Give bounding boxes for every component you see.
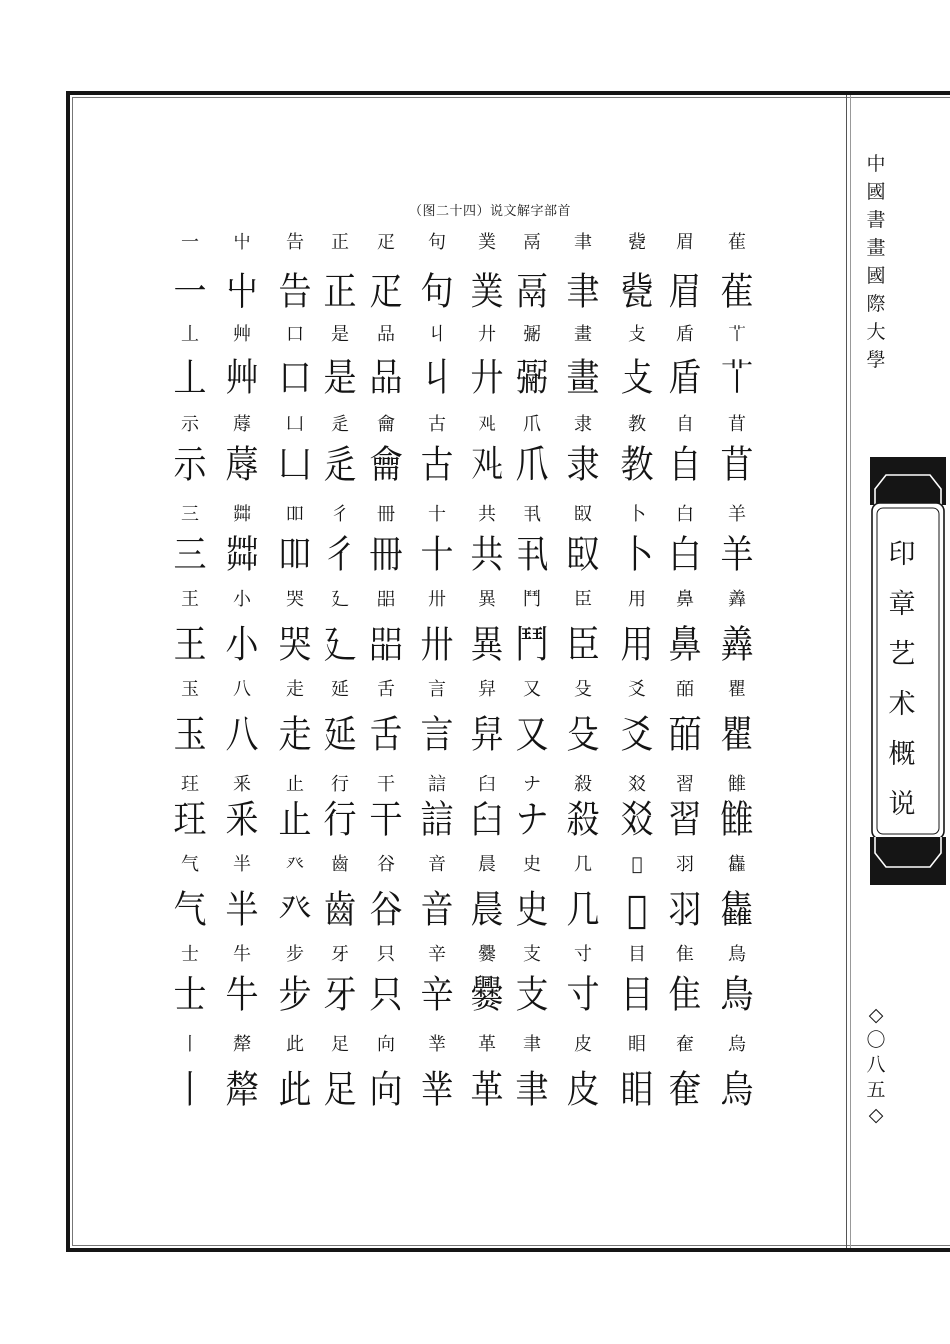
university-title-char: 國 (866, 181, 886, 203)
university-title-char: 國 (866, 265, 886, 287)
radical-label: 䰜 (523, 324, 541, 345)
seal-script-glyph: 釆 (225, 797, 259, 842)
radical-label: 誩 (428, 774, 446, 795)
seal-script-glyph: 烏 (720, 1067, 754, 1112)
seal-script-glyph: 足 (323, 1067, 357, 1112)
radical-label: 谷 (377, 854, 395, 875)
seal-script-glyph: 品 (369, 355, 403, 400)
radical-label: 古 (428, 414, 446, 435)
radical-label: 卅 (428, 589, 446, 610)
seal-script-glyph: 羊 (720, 532, 754, 577)
radical-label: 支 (523, 944, 541, 965)
radical-label: 示 (181, 414, 199, 435)
seal-script-glyph: 目 (620, 972, 654, 1017)
radical-label: 品 (377, 324, 395, 345)
seal-script-glyph: 寸 (566, 972, 600, 1017)
seal-script-glyph: 屮 (225, 269, 259, 314)
seal-script-glyph: 臤 (566, 532, 600, 577)
seal-script-glyph: 雔 (720, 797, 754, 842)
seal-script-glyph: 鼻 (668, 622, 702, 667)
radical-label: 又 (523, 679, 541, 700)
seal-script-glyph: 菐 (470, 269, 504, 314)
seal-script-glyph: 㸚 (620, 797, 654, 842)
seal-script-glyph: 王 (173, 622, 207, 667)
radical-label: 自 (676, 414, 694, 435)
radical-label: 革 (478, 1034, 496, 1055)
radical-label: 習 (676, 774, 694, 795)
seal-script-glyph: 步 (278, 972, 312, 1017)
radical-label: 眉 (676, 232, 694, 253)
university-title-char: 中 (866, 153, 886, 175)
radical-label: 菐 (478, 232, 496, 253)
radical-label: 晨 (478, 854, 496, 875)
radical-label: 畫 (574, 324, 592, 345)
radical-label: 釆 (233, 774, 251, 795)
seal-script-glyph: 辵 (323, 442, 357, 487)
radical-label: 犛 (233, 1034, 251, 1055)
diamond-icon: ◇ (868, 1004, 884, 1026)
seal-script-glyph: 凵 (278, 442, 312, 487)
seal-script-glyph: 齒 (323, 887, 357, 932)
seal-script-glyph: ナ (515, 797, 549, 842)
seal-script-glyph: 雥 (720, 887, 754, 932)
seal-script-glyph: 只 (369, 972, 403, 1017)
university-title-char: 畫 (866, 237, 886, 259)
radical-label: 丩 (428, 324, 446, 345)
radical-label: 鬲 (523, 232, 541, 253)
radical-label: 八 (233, 679, 251, 700)
seal-script-glyph: 士 (173, 972, 207, 1017)
radical-label: 蓐 (233, 414, 251, 435)
seal-script-glyph: 玉 (173, 712, 207, 757)
radical-label: 几 (574, 854, 592, 875)
radical-label: 小 (233, 589, 251, 610)
seal-script-glyph: 几 (566, 887, 600, 932)
seal-script-glyph: 辛 (420, 972, 454, 1017)
seal-script-glyph: 蓐 (225, 442, 259, 487)
radical-label: 彳 (331, 504, 349, 525)
seal-script-glyph: 苜 (720, 442, 754, 487)
radical-label: 此 (286, 1034, 304, 1055)
seal-script-glyph: 白 (668, 532, 702, 577)
seal-script-glyph: 告 (278, 269, 312, 314)
radical-label: 鳥 (728, 944, 746, 965)
seal-script-glyph: 攴 (620, 355, 654, 400)
figure-caption: （图二十四）说文解字部首 (408, 204, 571, 219)
radical-label: 瞿 (728, 679, 746, 700)
radical-label: 气 (181, 854, 199, 875)
seal-script-glyph: 茻 (225, 532, 259, 577)
seal-script-glyph: 正 (323, 269, 357, 314)
seal-script-glyph: 䰜 (515, 355, 549, 400)
radical-label: 十 (428, 504, 446, 525)
radical-label: 㼱 (628, 232, 646, 253)
seal-script-glyph: 彳 (323, 532, 357, 577)
radical-label: 羊 (728, 504, 746, 525)
radical-label: 廾 (478, 324, 496, 345)
seal-script-glyph: 皕 (668, 712, 702, 757)
seal-script-glyph: 言 (420, 712, 454, 757)
book-title-char: 章 (888, 589, 916, 620)
seal-script-glyph: 𠬜 (470, 442, 504, 487)
radical-label: 攴 (628, 324, 646, 345)
university-title (863, 150, 889, 374)
radical-label: 爻 (628, 679, 646, 700)
seal-script-glyph: 丩 (420, 355, 454, 400)
book-title (884, 530, 920, 830)
seal-script-glyph: 㼱 (620, 269, 654, 314)
seal-script-glyph: 丨 (173, 1067, 207, 1112)
university-title-char: 大 (866, 321, 886, 343)
radical-label: 𡕥 (631, 854, 643, 875)
seal-script-glyph: 口 (278, 355, 312, 400)
radical-label: 隶 (574, 414, 592, 435)
radical-label: 丮 (523, 504, 541, 525)
seal-script-glyph: 丮 (515, 532, 549, 577)
radical-label: 艸 (233, 324, 251, 345)
radical-label: 異 (478, 589, 496, 610)
seal-script-glyph: 臼 (470, 797, 504, 842)
seal-script-glyph: 卜 (620, 532, 654, 577)
radical-label: 教 (628, 414, 646, 435)
seal-script-glyph: 古 (420, 442, 454, 487)
radical-label: 臤 (574, 504, 592, 525)
radical-label: 寸 (574, 944, 592, 965)
radical-label: 爨 (478, 944, 496, 965)
seal-script-glyph: 皮 (566, 1067, 600, 1112)
radical-label: 卜 (628, 504, 646, 525)
page-number-char: 〇 (866, 1029, 886, 1051)
radical-label: 奞 (676, 1034, 694, 1055)
seal-script-glyph: 牙 (323, 972, 357, 1017)
seal-script-glyph: 𡕥 (627, 887, 647, 932)
radical-label: 苜 (728, 414, 746, 435)
seal-script-glyph: 丵 (420, 1067, 454, 1112)
seal-script-glyph: 羴 (720, 622, 754, 667)
seal-script-glyph: 止 (278, 797, 312, 842)
book-title-char: 艺 (888, 639, 916, 670)
seal-script-glyph: 教 (620, 442, 654, 487)
radical-label: 共 (478, 504, 496, 525)
seal-script-glyph: 奞 (668, 1067, 702, 1112)
university-title-char: 學 (866, 349, 886, 371)
radical-label: 玉 (181, 679, 199, 700)
seal-script-glyph: 殺 (566, 797, 600, 842)
radical-label: 羽 (676, 854, 694, 875)
sidebar-divider (846, 95, 847, 1248)
seal-script-glyph: 爻 (620, 712, 654, 757)
seal-script-glyph: 鳥 (720, 972, 754, 1017)
seal-script-glyph: 廾 (470, 355, 504, 400)
radical-label: 足 (331, 1034, 349, 1055)
seal-script-glyph: 隹 (668, 972, 702, 1017)
seal-script-glyph: 三 (173, 532, 207, 577)
seal-script-glyph: 臣 (566, 622, 600, 667)
seal-script-glyph: 犛 (225, 1067, 259, 1112)
seal-script-glyph: 句 (420, 269, 454, 314)
diamond-icon: ◇ (868, 1104, 884, 1126)
seal-script-glyph: 隶 (566, 442, 600, 487)
seal-script-glyph: 丄 (173, 355, 207, 400)
radical-label: 龠 (377, 414, 395, 435)
radical-label: 半 (233, 854, 251, 875)
seal-script-glyph: 自 (668, 442, 702, 487)
radical-label: 聿 (523, 1034, 541, 1055)
university-title-char: 書 (866, 209, 886, 231)
radical-label: 玨 (181, 774, 199, 795)
seal-script-glyph: 羽 (668, 887, 702, 932)
seal-script-glyph: 癶 (278, 887, 312, 932)
seal-script-glyph: 畫 (566, 355, 600, 400)
seal-script-glyph: 誩 (420, 797, 454, 842)
radical-label: 三 (181, 504, 199, 525)
radical-label: 㗊 (377, 589, 395, 610)
seal-script-glyph: 音 (420, 887, 454, 932)
radical-label: 疋 (377, 232, 395, 253)
seal-script-glyph: 支 (515, 972, 549, 1017)
radical-label: 句 (428, 232, 446, 253)
book-title-char: 说 (888, 789, 916, 820)
radical-label: 史 (523, 854, 541, 875)
seal-script-glyph: 冊 (369, 532, 403, 577)
radical-label: 齒 (331, 854, 349, 875)
radical-label: 鬥 (523, 589, 541, 610)
seal-script-glyph: 向 (369, 1067, 403, 1112)
radical-label: 䀠 (628, 1034, 646, 1055)
seal-script-glyph: 龠 (369, 442, 403, 487)
radical-label: ナ (523, 774, 541, 795)
seal-script-glyph: 气 (173, 887, 207, 932)
radical-label: 牛 (233, 944, 251, 965)
seal-script-glyph: 鬲 (515, 269, 549, 314)
radical-label: 步 (286, 944, 304, 965)
seal-script-glyph: 廴 (323, 622, 357, 667)
radical-label: 舁 (478, 679, 496, 700)
radical-label: 臣 (574, 589, 592, 610)
radical-label: 止 (286, 774, 304, 795)
seal-script-glyph: 革 (470, 1067, 504, 1112)
seal-script-glyph: 晨 (470, 887, 504, 932)
radical-label: 延 (331, 679, 349, 700)
page-number-char: 八 (866, 1054, 886, 1076)
sidebar-divider-inner (850, 95, 851, 1248)
seal-script-glyph: 聿 (515, 1067, 549, 1112)
seal-script-glyph: 谷 (369, 887, 403, 932)
seal-script-glyph: 一 (173, 269, 207, 314)
radical-label: 雔 (728, 774, 746, 795)
radical-label: 干 (377, 774, 395, 795)
radical-label: 鼻 (676, 589, 694, 610)
seal-script-glyph: 𦫳 (720, 355, 754, 400)
book-title-char: 印 (888, 539, 916, 570)
seal-script-glyph: 又 (515, 712, 549, 757)
radical-label: 隹 (676, 944, 694, 965)
page-number-digits (866, 1028, 885, 1103)
seal-script-glyph: 艸 (225, 355, 259, 400)
radical-label: 𠬜 (478, 414, 496, 435)
radical-label: 屮 (233, 232, 251, 253)
radical-label: 向 (377, 1034, 395, 1055)
radical-label: 皕 (676, 679, 694, 700)
radical-label: 士 (181, 944, 199, 965)
seal-script-glyph: 是 (323, 355, 357, 400)
radical-label: 冊 (377, 504, 395, 525)
radical-label: 行 (331, 774, 349, 795)
seal-script-glyph: 異 (470, 622, 504, 667)
seal-script-glyph: 爪 (515, 442, 549, 487)
seal-script-glyph: 牛 (225, 972, 259, 1017)
seal-script-glyph: 十 (420, 532, 454, 577)
radical-label: 爪 (523, 414, 541, 435)
seal-script-glyph: 卅 (420, 622, 454, 667)
radical-label: 目 (628, 944, 646, 965)
radical-label: 羴 (728, 589, 746, 610)
radical-label: 萑 (728, 232, 746, 253)
radical-label: 丵 (428, 1034, 446, 1055)
seal-script-glyph: 習 (668, 797, 702, 842)
university-title-char: 際 (866, 293, 886, 315)
radical-label: 走 (286, 679, 304, 700)
seal-script-glyph: 聿 (566, 269, 600, 314)
seal-script-glyph: 吅 (278, 532, 312, 577)
seal-script-glyph: 鬥 (515, 622, 549, 667)
radical-label: 茻 (233, 504, 251, 525)
radical-label: 白 (676, 504, 694, 525)
radical-label: 殺 (574, 774, 592, 795)
radical-label: 雥 (728, 854, 746, 875)
seal-script-glyph: 八 (225, 712, 259, 757)
seal-script-glyph: 舁 (470, 712, 504, 757)
seal-script-glyph: 示 (173, 442, 207, 487)
seal-script-glyph: 玨 (173, 797, 207, 842)
book-title-char: 概 (888, 739, 916, 770)
radical-label: 癶 (286, 854, 304, 875)
radical-label: 王 (181, 589, 199, 610)
seal-script-glyph: 干 (369, 797, 403, 842)
seal-script-glyph: 萑 (720, 269, 754, 314)
radical-label: 用 (628, 589, 646, 610)
seal-script-glyph: 走 (278, 712, 312, 757)
radical-label: 廴 (331, 589, 349, 610)
seal-script-glyph: 疋 (369, 269, 403, 314)
seal-script-glyph: 哭 (278, 622, 312, 667)
seal-script-glyph: 舌 (369, 712, 403, 757)
radical-label: 皮 (574, 1034, 592, 1055)
page-number-char: 五 (866, 1079, 886, 1101)
seal-script-glyph: 行 (323, 797, 357, 842)
radical-label: 正 (331, 232, 349, 253)
book-title-char: 术 (888, 689, 916, 720)
seal-script-glyph: 殳 (566, 712, 600, 757)
radical-label: 烏 (728, 1034, 746, 1055)
seal-script-glyph: 用 (620, 622, 654, 667)
seal-script-glyph: 共 (470, 532, 504, 577)
radical-label: 牙 (331, 944, 349, 965)
seal-script-glyph: 史 (515, 887, 549, 932)
radical-label: 臼 (478, 774, 496, 795)
radical-label: 吅 (286, 504, 304, 525)
radical-label: 丄 (181, 324, 199, 345)
seal-script-glyph: 爨 (470, 972, 504, 1017)
radical-label: 只 (377, 944, 395, 965)
radical-label: 殳 (574, 679, 592, 700)
radical-label: 辛 (428, 944, 446, 965)
seal-script-glyph: 瞿 (720, 712, 754, 757)
radical-label: 丨 (181, 1034, 199, 1055)
radical-label: 口 (286, 324, 304, 345)
radical-label: 言 (428, 679, 446, 700)
page-number (864, 1003, 888, 1128)
seal-script-glyph: 小 (225, 622, 259, 667)
radical-label: 聿 (574, 232, 592, 253)
radical-label: 盾 (676, 324, 694, 345)
radical-label: 告 (286, 232, 304, 253)
seal-script-glyph: 䀠 (620, 1067, 654, 1112)
radical-label: 是 (331, 324, 349, 345)
radical-label: 凵 (286, 414, 304, 435)
seal-script-glyph: 盾 (668, 355, 702, 400)
radical-label: 哭 (286, 589, 304, 610)
radical-label: 舌 (377, 679, 395, 700)
radical-label: 㸚 (628, 774, 646, 795)
seal-script-glyph: 半 (225, 887, 259, 932)
seal-script-glyph: 眉 (668, 269, 702, 314)
radical-label: 𦫳 (728, 324, 746, 345)
seal-script-glyph: 延 (323, 712, 357, 757)
radical-label: 音 (428, 854, 446, 875)
seal-script-glyph: 㗊 (369, 622, 403, 667)
radical-label: 辵 (331, 414, 349, 435)
seal-script-glyph: 此 (278, 1067, 312, 1112)
radical-label: 一 (181, 232, 199, 253)
